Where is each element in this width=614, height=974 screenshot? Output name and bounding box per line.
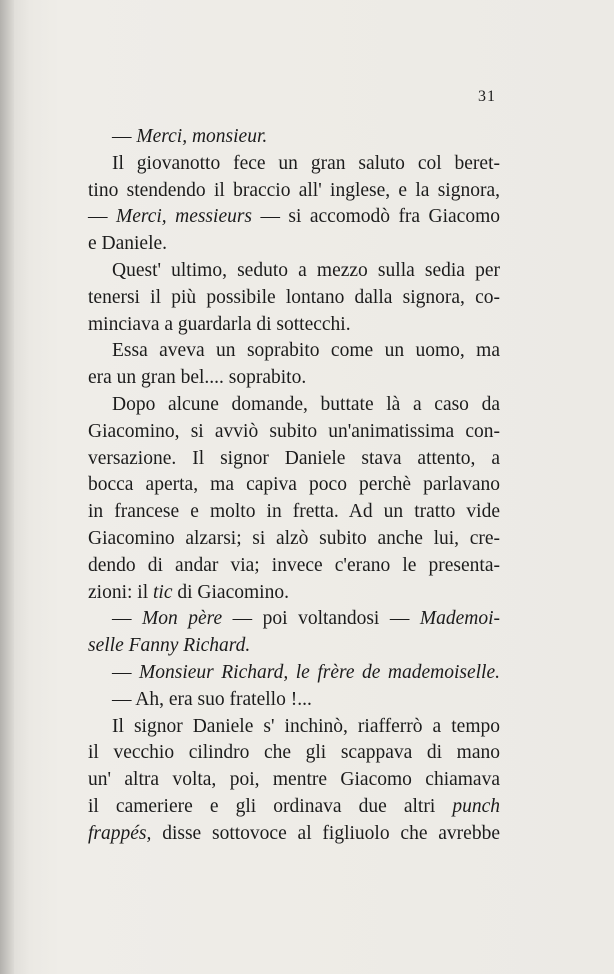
text-segment: minciava a guardarla di sottecchi. [88, 313, 351, 335]
page-number: 31 [478, 88, 496, 105]
text-line [88, 633, 500, 660]
text-line [88, 392, 500, 419]
text-line [88, 204, 500, 231]
text-line [88, 687, 500, 714]
text-line [88, 660, 500, 687]
text-segment: disse sottovoce al figliuolo che avrebbe [151, 822, 500, 844]
text-segment: — si accomodò fra Giacomo [252, 206, 501, 228]
text-segment: Dopo alcune domande, buttate là a caso da [112, 393, 500, 415]
text-segment: — [112, 661, 140, 683]
text-segment: Il signor Daniele s' inchinò, riafferrò a tempo [112, 715, 500, 737]
text-segment: Il giovanotto fece un gran saluto col beret- [112, 152, 500, 174]
text-line [88, 767, 500, 794]
text-segment: il cameriere e gli ordinava due altri [88, 795, 453, 817]
text-segment: Essa aveva un soprabito come un uomo, ma [112, 340, 500, 362]
text-line [88, 821, 500, 848]
text-line [88, 526, 500, 553]
text-line [88, 553, 500, 580]
text-segment: Quest' ultimo, seduto a mezzo sulla sedia per [112, 259, 500, 281]
text-segment: — poi voltandosi — [222, 608, 420, 630]
text-segment: di Giacomino. [172, 581, 289, 603]
text-line [88, 338, 500, 365]
text-line [88, 472, 500, 499]
text-segment: — [112, 608, 142, 630]
text-segment: tino stendendo il braccio all' inglese, e la signora, [88, 179, 500, 201]
text-line [88, 285, 500, 312]
text-line [88, 365, 500, 392]
italic-text: frappés, [88, 822, 152, 844]
text-line [88, 499, 500, 526]
italic-text: selle Fanny Richard. [88, 635, 251, 657]
text-segment: era un gran bel.... soprabito. [88, 367, 307, 389]
text-segment: versazione. Il signor Daniele stava attento, a [88, 447, 500, 469]
text-segment: dendo di andar via; invece c'erano le presenta- [88, 554, 500, 576]
italic-text: punch [452, 795, 500, 817]
text-line [88, 258, 500, 285]
text-line [88, 714, 500, 741]
italic-text: tic [153, 581, 173, 603]
binding-edge [0, 0, 14, 974]
italic-text: Mon père [142, 608, 223, 630]
text-line [88, 740, 500, 767]
body-text [88, 124, 500, 848]
text-line [88, 312, 500, 339]
text-segment: Giacomino, si avviò subito un'animatissima con- [88, 420, 500, 442]
text-line [88, 124, 500, 151]
text-segment: — [112, 126, 137, 147]
italic-text: Merci, monsieur. [136, 126, 268, 147]
text-line [88, 231, 500, 258]
text-line [88, 580, 500, 607]
text-segment: e Daniele. [88, 233, 168, 255]
text-segment: Giacomino alzarsi; si alzò subito anche lui, cre- [88, 527, 500, 549]
italic-text: Merci, messieurs [115, 206, 253, 228]
italic-text: Mademoi- [419, 608, 500, 630]
text-segment: un' altra volta, poi, mentre Giacomo chiamava [88, 769, 500, 791]
text-segment: in francese e molto in fretta. Ad un tratto vide [88, 501, 500, 523]
text-segment: il vecchio cilindro che gli scappava di mano [88, 742, 500, 764]
italic-text: Monsieur Richard, le frère de mademoiselle. [139, 661, 501, 683]
text-segment: tenersi il più possibile lontano dalla signora, co- [88, 286, 500, 308]
text-line [88, 606, 500, 633]
text-segment: bocca aperta, ma capiva poco perchè parlavano [88, 474, 500, 496]
text-line [88, 178, 500, 205]
text-segment: zioni: il [88, 581, 153, 603]
text-segment: — Ah, era suo fratello !... [112, 688, 312, 710]
text-segment: — [88, 206, 116, 228]
text-line [88, 151, 500, 178]
text-line [88, 446, 500, 473]
text-line [88, 794, 500, 821]
text-line [88, 419, 500, 446]
